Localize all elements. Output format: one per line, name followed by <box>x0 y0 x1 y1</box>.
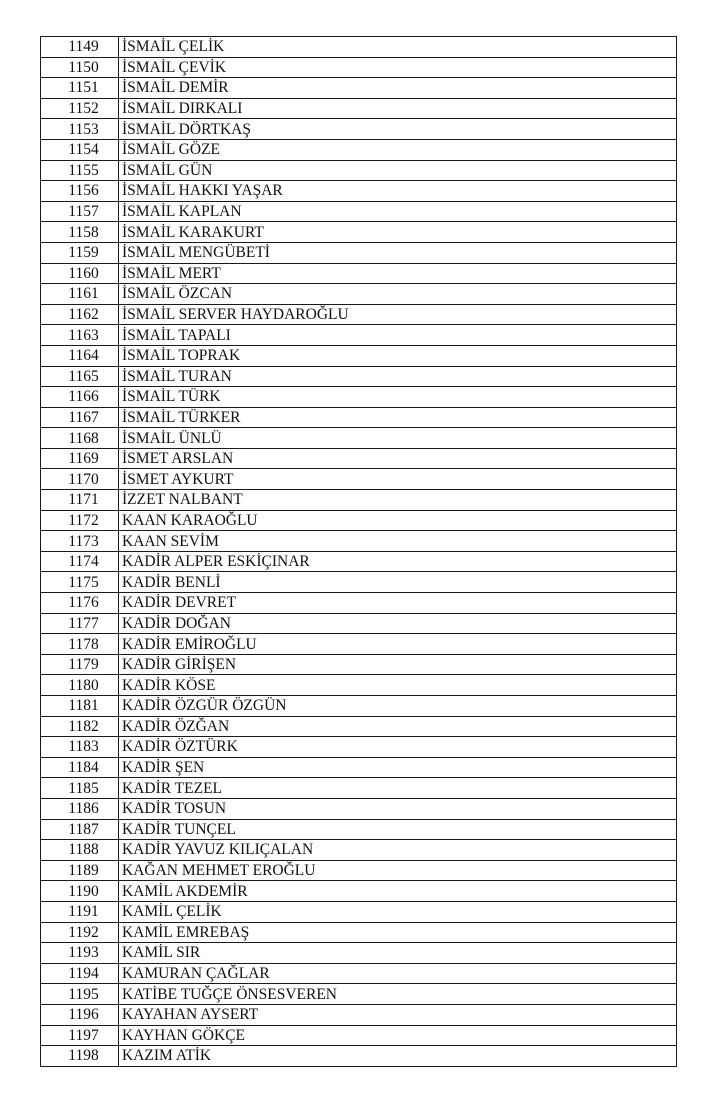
row-number: 1164 <box>41 345 119 366</box>
person-name: İSMAİL ÜNLÜ <box>119 428 677 449</box>
table-row <box>41 881 677 902</box>
row-number: 1162 <box>41 304 119 325</box>
table-row <box>41 819 677 840</box>
table-row <box>41 675 677 696</box>
person-name: İSMAİL TÜRK <box>119 387 677 408</box>
row-number: 1167 <box>41 407 119 428</box>
table-row <box>41 160 677 181</box>
table-row <box>41 654 677 675</box>
table-row <box>41 304 677 325</box>
table-row <box>41 222 677 243</box>
row-number: 1169 <box>41 448 119 469</box>
row-number: 1196 <box>41 1004 119 1025</box>
table-row <box>41 757 677 778</box>
row-number: 1191 <box>41 901 119 922</box>
person-name: KADİR ŞEN <box>119 757 677 778</box>
row-number: 1192 <box>41 922 119 943</box>
table-row <box>41 963 677 984</box>
table-row <box>41 57 677 78</box>
table-row <box>41 778 677 799</box>
person-name: İSMAİL SERVER HAYDAROĞLU <box>119 304 677 325</box>
table-row <box>41 716 677 737</box>
person-name: İSMAİL ÇEVİK <box>119 57 677 78</box>
table-row <box>41 798 677 819</box>
person-name: İZZET NALBANT <box>119 490 677 511</box>
table-row <box>41 98 677 119</box>
table-row <box>41 345 677 366</box>
person-name: KADİR DEVRET <box>119 593 677 614</box>
row-number: 1159 <box>41 242 119 263</box>
row-number: 1154 <box>41 139 119 160</box>
row-number: 1195 <box>41 984 119 1005</box>
person-name: İSMAİL TAPALI <box>119 325 677 346</box>
person-name: KADİR BENLİ <box>119 572 677 593</box>
table-row <box>41 551 677 572</box>
row-number: 1149 <box>41 37 119 58</box>
name-list-page <box>40 36 677 1067</box>
person-name: KADİR TEZEL <box>119 778 677 799</box>
table-row <box>41 510 677 531</box>
table-row <box>41 428 677 449</box>
person-name: KADİR TOSUN <box>119 798 677 819</box>
table-row <box>41 284 677 305</box>
person-name: KAMİL EMREBAŞ <box>119 922 677 943</box>
table-row <box>41 901 677 922</box>
person-name: İSMAİL KARAKURT <box>119 222 677 243</box>
table-row <box>41 593 677 614</box>
person-name: KAZIM ATİK <box>119 1046 677 1067</box>
person-name: KADİR DOĞAN <box>119 613 677 634</box>
person-name: İSMAİL ÇELİK <box>119 37 677 58</box>
table-row <box>41 984 677 1005</box>
person-name: İSMAİL DÖRTKAŞ <box>119 119 677 140</box>
person-name: İSMAİL TURAN <box>119 366 677 387</box>
row-number: 1188 <box>41 840 119 861</box>
person-name: KADİR TUNÇEL <box>119 819 677 840</box>
row-number: 1190 <box>41 881 119 902</box>
table-row <box>41 696 677 717</box>
person-name: KADİR EMİROĞLU <box>119 634 677 655</box>
person-name: KADİR ÖZTÜRK <box>119 737 677 758</box>
table-row <box>41 325 677 346</box>
table-row <box>41 840 677 861</box>
table-row <box>41 366 677 387</box>
row-number: 1153 <box>41 119 119 140</box>
row-number: 1151 <box>41 78 119 99</box>
table-row <box>41 242 677 263</box>
row-number: 1171 <box>41 490 119 511</box>
row-number: 1172 <box>41 510 119 531</box>
row-number: 1152 <box>41 98 119 119</box>
person-name: İSMAİL MENGÜBETİ <box>119 242 677 263</box>
row-number: 1177 <box>41 613 119 634</box>
row-number: 1165 <box>41 366 119 387</box>
row-number: 1180 <box>41 675 119 696</box>
row-number: 1158 <box>41 222 119 243</box>
table-row <box>41 263 677 284</box>
table-row <box>41 737 677 758</box>
row-number: 1163 <box>41 325 119 346</box>
row-number: 1157 <box>41 201 119 222</box>
row-number: 1150 <box>41 57 119 78</box>
name-list-body <box>41 37 677 1067</box>
table-row <box>41 922 677 943</box>
row-number: 1160 <box>41 263 119 284</box>
row-number: 1173 <box>41 531 119 552</box>
row-number: 1186 <box>41 798 119 819</box>
person-name: KAĞAN MEHMET EROĞLU <box>119 860 677 881</box>
row-number: 1182 <box>41 716 119 737</box>
table-row <box>41 1004 677 1025</box>
table-row <box>41 78 677 99</box>
table-row <box>41 201 677 222</box>
person-name: İSMAİL TOPRAK <box>119 345 677 366</box>
person-name: İSMAİL GÜN <box>119 160 677 181</box>
row-number: 1170 <box>41 469 119 490</box>
person-name: KAYHAN GÖKÇE <box>119 1025 677 1046</box>
table-row <box>41 860 677 881</box>
person-name: KADİR ÖZGÜR ÖZGÜN <box>119 696 677 717</box>
person-name: İSMAİL KAPLAN <box>119 201 677 222</box>
row-number: 1176 <box>41 593 119 614</box>
row-number: 1187 <box>41 819 119 840</box>
table-row <box>41 139 677 160</box>
person-name: İSMAİL TÜRKER <box>119 407 677 428</box>
person-name: İSMET ARSLAN <box>119 448 677 469</box>
table-row <box>41 1046 677 1067</box>
row-number: 1168 <box>41 428 119 449</box>
table-row <box>41 490 677 511</box>
table-row <box>41 119 677 140</box>
row-number: 1156 <box>41 181 119 202</box>
person-name: İSMAİL DEMİR <box>119 78 677 99</box>
person-name: KADİR ÖZĞAN <box>119 716 677 737</box>
name-list-table <box>40 36 677 1067</box>
row-number: 1193 <box>41 943 119 964</box>
table-row <box>41 181 677 202</box>
table-row <box>41 943 677 964</box>
person-name: KAYAHAN AYSERT <box>119 1004 677 1025</box>
row-number: 1166 <box>41 387 119 408</box>
person-name: KAAN KARAOĞLU <box>119 510 677 531</box>
person-name: İSMAİL GÖZE <box>119 139 677 160</box>
person-name: KAMİL SIR <box>119 943 677 964</box>
row-number: 1181 <box>41 696 119 717</box>
row-number: 1189 <box>41 860 119 881</box>
person-name: KAMURAN ÇAĞLAR <box>119 963 677 984</box>
row-number: 1179 <box>41 654 119 675</box>
person-name: KATİBE TUĞÇE ÖNSESVEREN <box>119 984 677 1005</box>
row-number: 1183 <box>41 737 119 758</box>
person-name: KADİR YAVUZ KILIÇALAN <box>119 840 677 861</box>
row-number: 1197 <box>41 1025 119 1046</box>
row-number: 1194 <box>41 963 119 984</box>
table-row <box>41 531 677 552</box>
row-number: 1175 <box>41 572 119 593</box>
table-row <box>41 572 677 593</box>
person-name: İSMAİL HAKKI YAŞAR <box>119 181 677 202</box>
person-name: İSMAİL MERT <box>119 263 677 284</box>
row-number: 1198 <box>41 1046 119 1067</box>
person-name: İSMAİL ÖZCAN <box>119 284 677 305</box>
person-name: KAMİL AKDEMİR <box>119 881 677 902</box>
row-number: 1155 <box>41 160 119 181</box>
table-row <box>41 613 677 634</box>
person-name: KAAN SEVİM <box>119 531 677 552</box>
row-number: 1184 <box>41 757 119 778</box>
person-name: İSMET AYKURT <box>119 469 677 490</box>
table-row <box>41 634 677 655</box>
person-name: KAMİL ÇELİK <box>119 901 677 922</box>
person-name: İSMAİL DIRKALI <box>119 98 677 119</box>
row-number: 1174 <box>41 551 119 572</box>
table-row <box>41 1025 677 1046</box>
person-name: KADİR GİRİŞEN <box>119 654 677 675</box>
row-number: 1185 <box>41 778 119 799</box>
table-row <box>41 387 677 408</box>
table-row <box>41 448 677 469</box>
table-row <box>41 469 677 490</box>
person-name: KADİR KÖSE <box>119 675 677 696</box>
person-name: KADİR ALPER ESKİÇINAR <box>119 551 677 572</box>
table-row <box>41 407 677 428</box>
row-number: 1178 <box>41 634 119 655</box>
table-row <box>41 37 677 58</box>
row-number: 1161 <box>41 284 119 305</box>
